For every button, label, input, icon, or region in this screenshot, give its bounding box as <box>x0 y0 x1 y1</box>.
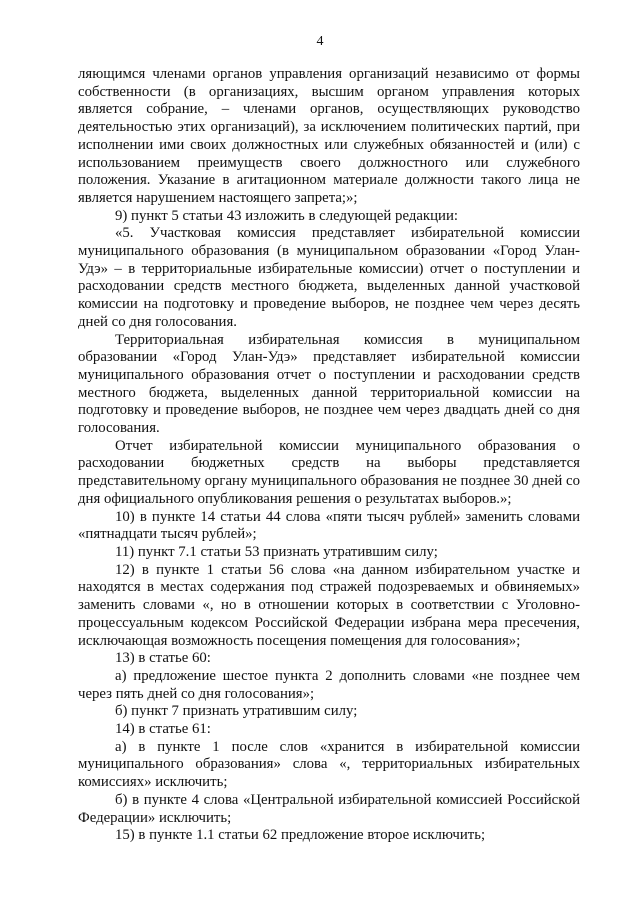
paragraph: Отчет избирательной комиссии муниципального образования о расходовании бюджетных средств на выборы представляется представительному органу муниципального образования не позднее 30 дней со дня официального опубликования решения о результатах выборов.»; <box>78 437 580 507</box>
paragraph: б) в пункте 4 слова «Центральной избирательной комиссией Российской Федерации» исключить; <box>78 791 580 826</box>
paragraph: 15) в пункте 1.1 статьи 62 предложение второе исключить; <box>115 827 486 844</box>
paragraph: 14) в статье 61: <box>115 721 211 738</box>
paragraph: а) предложение шестое пункта 2 дополнить словами «не позднее чем через пять дней со дня голосования»; <box>78 667 580 702</box>
paragraph: 9) пункт 5 статьи 43 изложить в следующей редакции: <box>115 207 458 224</box>
paragraph: 10) в пункте 14 статьи 44 слова «пяти тысяч рублей» заменить словами «пятнадцати тысяч рублей»; <box>78 508 580 543</box>
paragraph: 13) в статье 60: <box>115 650 211 667</box>
paragraph: «5. Участковая комиссия представляет избирательной комиссии муниципального образования (в муниципальном образовании «Город Улан-Удэ» – в территориальные избирательные комиссии) отчет о поступлении и расходовании средств местного бюджета, выделенных данной участковой комиссии на подготовку и проведение выборов, не позднее чем через десять дней со дня голосования. <box>78 225 580 330</box>
paragraph: ляющимся членами органов управления организаций независимо от формы собственности (в организациях, высшим органом управления которых является собрание, – членами органов, осуществляющих руководство деятельностью этих организаций), за исключением политических партий, при исполнении ими своих должностных или служебных обязанностей и (или) с использованием преимуществ своего должностного или служебного положения. Указание в агитационном материале должности такого лица не является нарушением настоящего запрета;»; <box>78 66 580 206</box>
document-body <box>78 66 580 845</box>
paragraph: б) пункт 7 признать утратившим силу; <box>115 703 358 720</box>
paragraph: Территориальная избирательная комиссия в муниципальном образовании «Город Улан-Удэ» представляет избирательной комиссии муниципального образования отчет о поступлении и расходовании средств местного бюджета, выделенных данной территориальной комиссии на подготовку и проведение выборов, не позднее чем через двадцать дней со дня голосования. <box>78 331 580 437</box>
page-number: 4 <box>316 34 324 49</box>
paragraph: а) в пункте 1 после слов «хранится в избирательной комиссии муниципального образования» слова «, территориальных избирательных комиссиях» исключить; <box>78 738 580 791</box>
paragraph: 11) пункт 7.1 статьи 53 признать утратившим силу; <box>115 543 438 560</box>
paragraph: 12) в пункте 1 статьи 56 слова «на данном избирательном участке и находятся в местах содержания под стражей подозреваемых и обвиняемых» заменить словами «, но в отношении которых в соответствии с Уголовно-процессуальным кодексом Российской Федерации избрана мера пресечения, исключающая возможность посещения помещения для голосования»; <box>78 561 580 649</box>
